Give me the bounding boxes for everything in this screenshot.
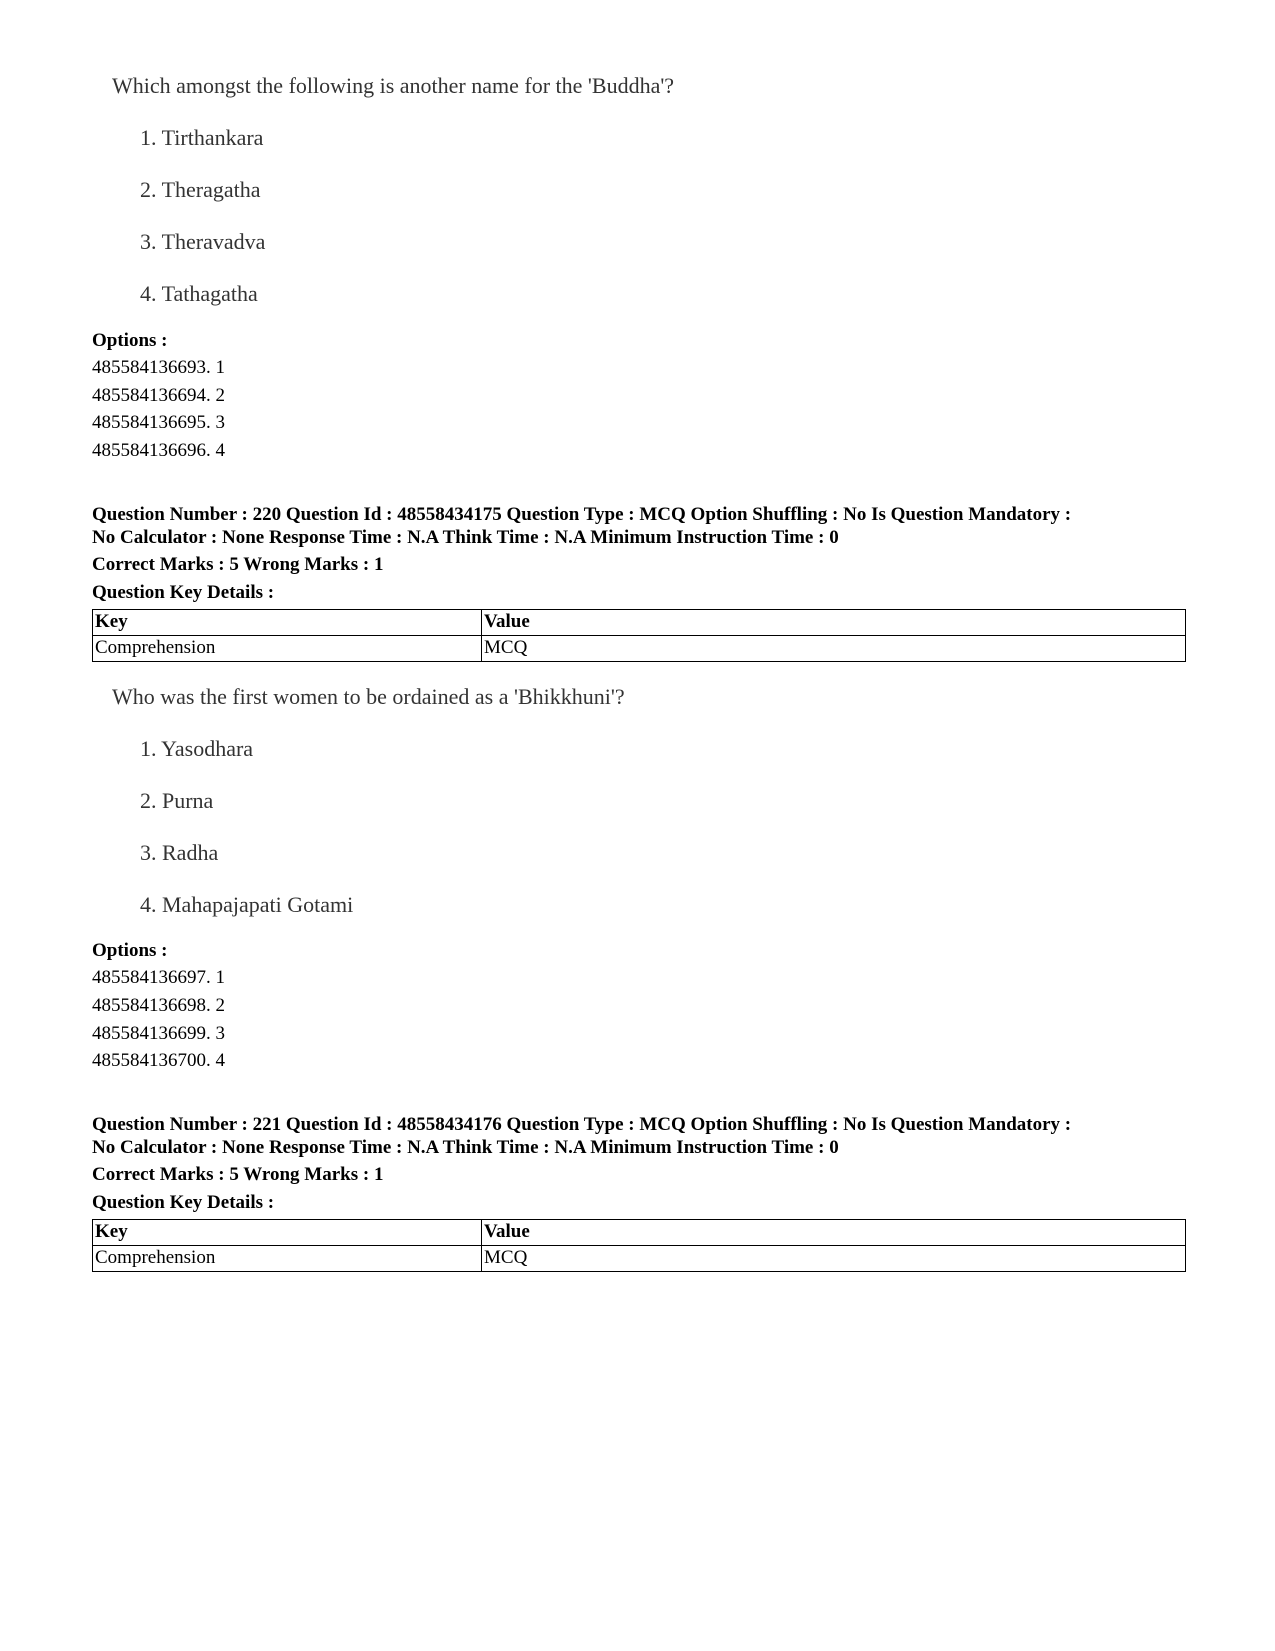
question-text: Which amongst the following is another name for the 'Buddha'? (112, 73, 675, 98)
question-image-buddha (112, 72, 675, 306)
option-line: 485584136698. 2 (92, 995, 225, 1016)
table-cell-key: Comprehension (93, 636, 482, 662)
question-image-bhikkhuni (112, 683, 625, 917)
question-meta-line2: No Calculator : None Response Time : N.A Think Time : N.A Minimum Instruction Time : 0 (92, 527, 839, 548)
option-line: 485584136695. 3 (92, 412, 225, 433)
options-label: Options : (92, 330, 168, 351)
table-header-key: Key (93, 1220, 482, 1246)
question-key-details-label: Question Key Details : (92, 1192, 275, 1213)
choice-2: 2. Theragatha (140, 177, 261, 202)
option-line: 485584136700. 4 (92, 1050, 225, 1071)
question-key-table (92, 1219, 1186, 1272)
table-header-row (93, 1220, 1186, 1246)
table-header-key: Key (93, 610, 482, 636)
question-text: Who was the first women to be ordained as a 'Bhikkhuni'? (112, 684, 625, 709)
table-cell-key: Comprehension (93, 1246, 482, 1272)
table-header-value: Value (482, 610, 1186, 636)
option-line: 485584136693. 1 (92, 357, 225, 378)
choice-4: 4. Mahapajapati Gotami (140, 892, 354, 917)
table-cell-value: MCQ (482, 1246, 1186, 1272)
choice-2: 2. Purna (140, 788, 214, 813)
choice-1: 1. Tirthankara (140, 125, 264, 150)
option-line: 485584136696. 4 (92, 440, 225, 461)
question-key-table (92, 609, 1186, 662)
question-meta-line1: Question Number : 220 Question Id : 48558434175 Question Type : MCQ Option Shuffling : No Is Question Mandatory : (92, 504, 1072, 525)
table-header-value: Value (482, 1220, 1186, 1246)
question-meta-line2: No Calculator : None Response Time : N.A Think Time : N.A Minimum Instruction Time : 0 (92, 1137, 839, 1158)
table-row (93, 1246, 1186, 1272)
question-marks: Correct Marks : 5 Wrong Marks : 1 (92, 554, 384, 575)
choice-4: 4. Tathagatha (140, 281, 258, 306)
choice-3: 3. Radha (140, 840, 219, 865)
choice-3: 3. Theravadva (140, 229, 266, 254)
table-header-row (93, 610, 1186, 636)
choice-1: 1. Yasodhara (140, 736, 254, 761)
option-line: 485584136694. 2 (92, 385, 225, 406)
question-meta-line1: Question Number : 221 Question Id : 48558434176 Question Type : MCQ Option Shuffling : No Is Question Mandatory : (92, 1114, 1072, 1135)
question-key-details-label: Question Key Details : (92, 582, 275, 603)
options-label: Options : (92, 940, 168, 961)
question-marks: Correct Marks : 5 Wrong Marks : 1 (92, 1164, 384, 1185)
option-line: 485584136699. 3 (92, 1023, 225, 1044)
table-row (93, 636, 1186, 662)
table-cell-value: MCQ (482, 636, 1186, 662)
option-line: 485584136697. 1 (92, 967, 225, 988)
